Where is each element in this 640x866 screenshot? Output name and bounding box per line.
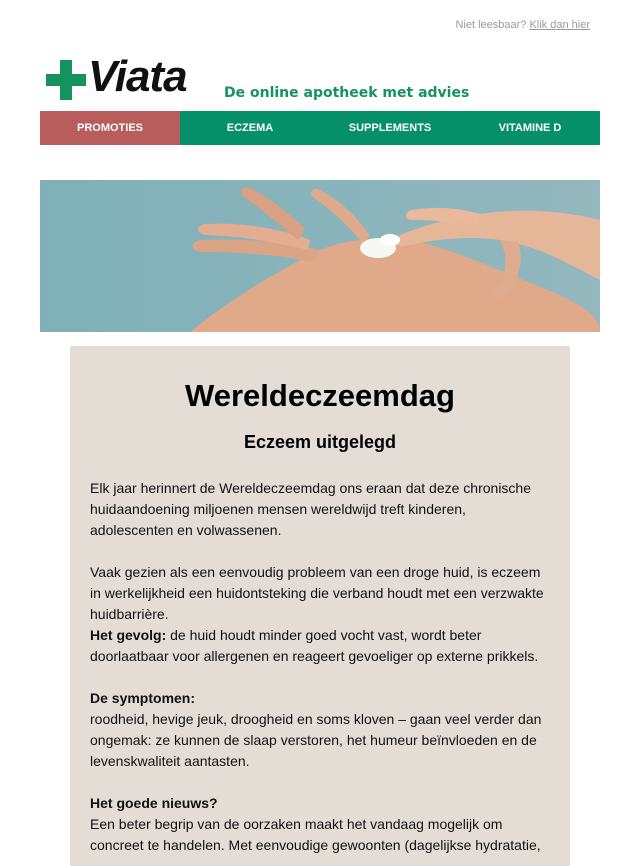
hero-image[interactable]: [40, 180, 600, 332]
nav-item-supplements[interactable]: SUPPLEMENTS: [320, 111, 460, 145]
preheader-text: Niet leesbaar?: [455, 19, 527, 31]
paragraph-consequence: [90, 625, 550, 667]
brand-logo-text: Viata: [88, 52, 187, 101]
pharmacy-cross-icon: [46, 60, 86, 100]
symptoms-text: roodheid, hevige jeuk, droogheid en soms kloven – gaan veel verder dan ongemak: ze kunnen de slaap verstoren, het humeur beïnvloeden en de levenskwaliteit aantasten.: [90, 711, 542, 769]
main-nav: [40, 111, 600, 145]
article-title: Wereldeczeemdag: [185, 378, 455, 413]
nav-item-promoties[interactable]: PROMOTIES: [40, 111, 180, 145]
brand-tagline: De online apotheek met advies: [224, 85, 470, 101]
good-news-text: Een beter begrip van de oorzaken maakt het vandaag mogelijk om concreet te handelen. Met eenvoudige gewoonten (dagelijkse hydratatie,: [90, 816, 541, 853]
paragraph-barrier: Vaak gezien als een eenvoudig probleem van een droge huid, is eczeem in werkelijkheid een huidontsteking die verband houdt met een verzwakte huidbarrière.: [90, 564, 544, 622]
paragraph-intro: Elk jaar herinnert de Wereldeczeemdag ons eraan dat deze chronische huidaandoening miljoenen mensen wereldwijd treft kinderen, adolescenten en volwassenen.: [90, 480, 531, 538]
consequence-label: Het gevolg:: [90, 627, 167, 643]
view-in-browser-link[interactable]: Klik dan hier: [529, 19, 590, 31]
brand-header[interactable]: [46, 52, 606, 106]
nav-item-vitamine-d[interactable]: VITAMINE D: [460, 111, 600, 145]
hands-applying-cream-image: [40, 180, 600, 332]
preheader: [455, 19, 590, 31]
consequence-text: de huid houdt minder goed vocht vast, wordt beter doorlaatbaar voor allergenen en reageert gevoeliger op externe prikkels.: [90, 627, 539, 664]
symptoms-label: De symptomen:: [90, 690, 196, 706]
article-body: [90, 478, 550, 856]
good-news-label: Het goede nieuws?: [90, 795, 218, 811]
article-subtitle: Eczeem uitgelegd: [243, 432, 397, 452]
nav-item-eczema[interactable]: ECZEMA: [180, 111, 320, 145]
article-card: [70, 346, 570, 866]
